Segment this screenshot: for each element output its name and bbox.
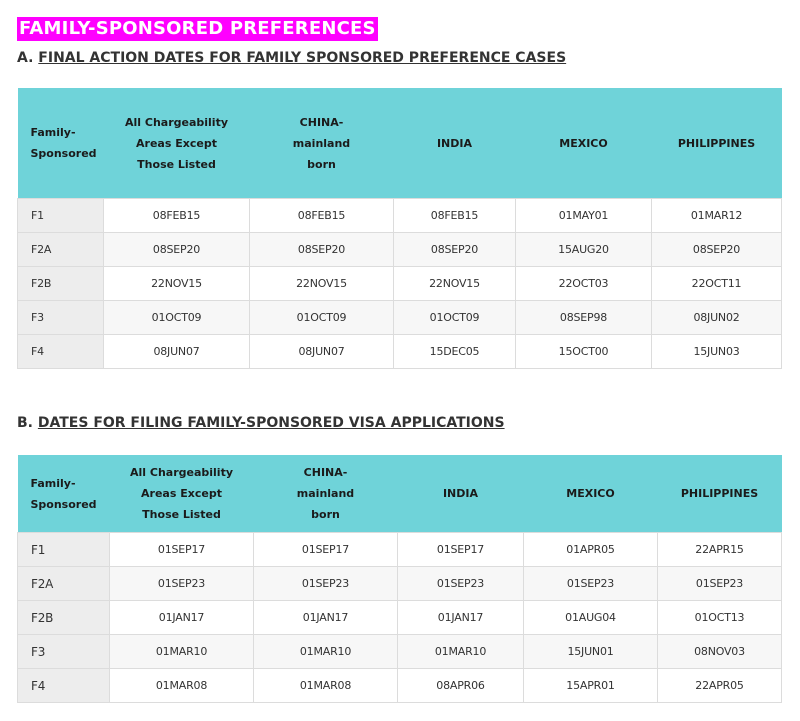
row-category: F1 — [18, 533, 110, 567]
table-cell: 01SEP23 — [398, 567, 524, 601]
table-cell: 22APR05 — [658, 669, 782, 703]
table-cell: 08FEB15 — [104, 199, 250, 233]
table-cell: 08SEP20 — [394, 233, 516, 267]
table-cell: 01SEP23 — [254, 567, 398, 601]
table-cell: 01MAR12 — [652, 199, 782, 233]
row-category: F2B — [18, 601, 110, 635]
page-title: FAMILY-SPONSORED PREFERENCES — [19, 18, 376, 39]
table-cell: 01SEP23 — [524, 567, 658, 601]
table-cell: 01SEP17 — [254, 533, 398, 567]
section-b-prefix: B. — [17, 415, 38, 431]
table-row — [18, 567, 782, 601]
table-cell: 08JUN07 — [250, 335, 394, 369]
row-category: F4 — [18, 335, 104, 369]
table-cell: 22OCT03 — [516, 267, 652, 301]
table-cell: 08SEP20 — [652, 233, 782, 267]
section-b-title: DATES FOR FILING FAMILY-SPONSORED VISA APPLICATIONS — [37, 415, 505, 431]
table-cell: 08JUN07 — [104, 335, 250, 369]
table-cell: 01AUG04 — [524, 601, 658, 635]
table-cell: 08SEP20 — [104, 233, 250, 267]
table-cell: 15OCT00 — [516, 335, 652, 369]
table-row — [18, 533, 782, 567]
table-cell: 01JAN17 — [254, 601, 398, 635]
table-header-row — [18, 455, 782, 533]
table-cell: 01SEP17 — [398, 533, 524, 567]
table-cell: 08SEP20 — [250, 233, 394, 267]
table-cell: 01MAR08 — [110, 669, 254, 703]
table-cell: 22NOV15 — [104, 267, 250, 301]
header-all-chargeability: All Chargeability Areas Except Those Listed — [110, 455, 254, 533]
table-cell: 15JUN03 — [652, 335, 782, 369]
table-row — [18, 199, 782, 233]
table-cell: 22APR15 — [658, 533, 782, 567]
header-india: INDIA — [398, 455, 524, 533]
table-cell: 08APR06 — [398, 669, 524, 703]
table-cell: 15APR01 — [524, 669, 658, 703]
table-cell: 08SEP98 — [516, 301, 652, 335]
header-india: INDIA — [394, 88, 516, 199]
table-cell: 01SEP23 — [658, 567, 782, 601]
header-philippines: PHILIPPINES — [658, 455, 782, 533]
row-category: F2A — [18, 233, 104, 267]
header-all-chargeability: All Chargeability Areas Except Those Listed — [104, 88, 250, 199]
table-cell: 15JUN01 — [524, 635, 658, 669]
table-cell: 15AUG20 — [516, 233, 652, 267]
final-action-dates-table — [17, 88, 782, 369]
table-cell: 08NOV03 — [658, 635, 782, 669]
table-cell: 01MAR08 — [254, 669, 398, 703]
section-a-title: FINAL ACTION DATES FOR FAMILY SPONSORED PREFERENCE CASES — [38, 50, 567, 66]
table-cell: 22NOV15 — [394, 267, 516, 301]
row-category: F2A — [18, 567, 110, 601]
table-row — [18, 669, 782, 703]
table-cell: 15DEC05 — [394, 335, 516, 369]
table-row — [18, 233, 782, 267]
table-header-row — [18, 88, 782, 199]
table-cell: 01OCT09 — [104, 301, 250, 335]
header-philippines: PHILIPPINES — [652, 88, 782, 199]
header-family-sponsored: Family- Sponsored — [18, 88, 104, 199]
table-cell: 08FEB15 — [250, 199, 394, 233]
row-category: F1 — [18, 199, 104, 233]
table-cell: 01OCT09 — [250, 301, 394, 335]
table-cell: 01MAR10 — [254, 635, 398, 669]
section-a-heading — [17, 49, 566, 67]
row-category: F4 — [18, 669, 110, 703]
table-cell: 08FEB15 — [394, 199, 516, 233]
section-a-prefix: A. — [17, 50, 39, 66]
header-mexico: MEXICO — [524, 455, 658, 533]
table-cell: 22NOV15 — [250, 267, 394, 301]
row-category: F3 — [18, 635, 110, 669]
table-row — [18, 301, 782, 335]
table-cell: 01MAY01 — [516, 199, 652, 233]
table-cell: 08JUN02 — [652, 301, 782, 335]
row-category: F3 — [18, 301, 104, 335]
section-b-heading — [17, 414, 505, 432]
table-cell: 01SEP23 — [110, 567, 254, 601]
header-china: CHINA- mainland born — [250, 88, 394, 199]
table-cell: 01APR05 — [524, 533, 658, 567]
table-cell: 01SEP17 — [110, 533, 254, 567]
table-cell: 01MAR10 — [110, 635, 254, 669]
table-cell: 01JAN17 — [398, 601, 524, 635]
table-cell: 22OCT11 — [652, 267, 782, 301]
table-cell: 01OCT13 — [658, 601, 782, 635]
row-category: F2B — [18, 267, 104, 301]
table-row — [18, 335, 782, 369]
header-china: CHINA- mainland born — [254, 455, 398, 533]
table-cell: 01OCT09 — [394, 301, 516, 335]
table-cell: 01MAR10 — [398, 635, 524, 669]
table-row — [18, 267, 782, 301]
table-row — [18, 601, 782, 635]
dates-for-filing-table — [17, 455, 782, 703]
table-cell: 01JAN17 — [110, 601, 254, 635]
header-mexico: MEXICO — [516, 88, 652, 199]
header-family-sponsored: Family- Sponsored — [18, 455, 110, 533]
table-row — [18, 635, 782, 669]
